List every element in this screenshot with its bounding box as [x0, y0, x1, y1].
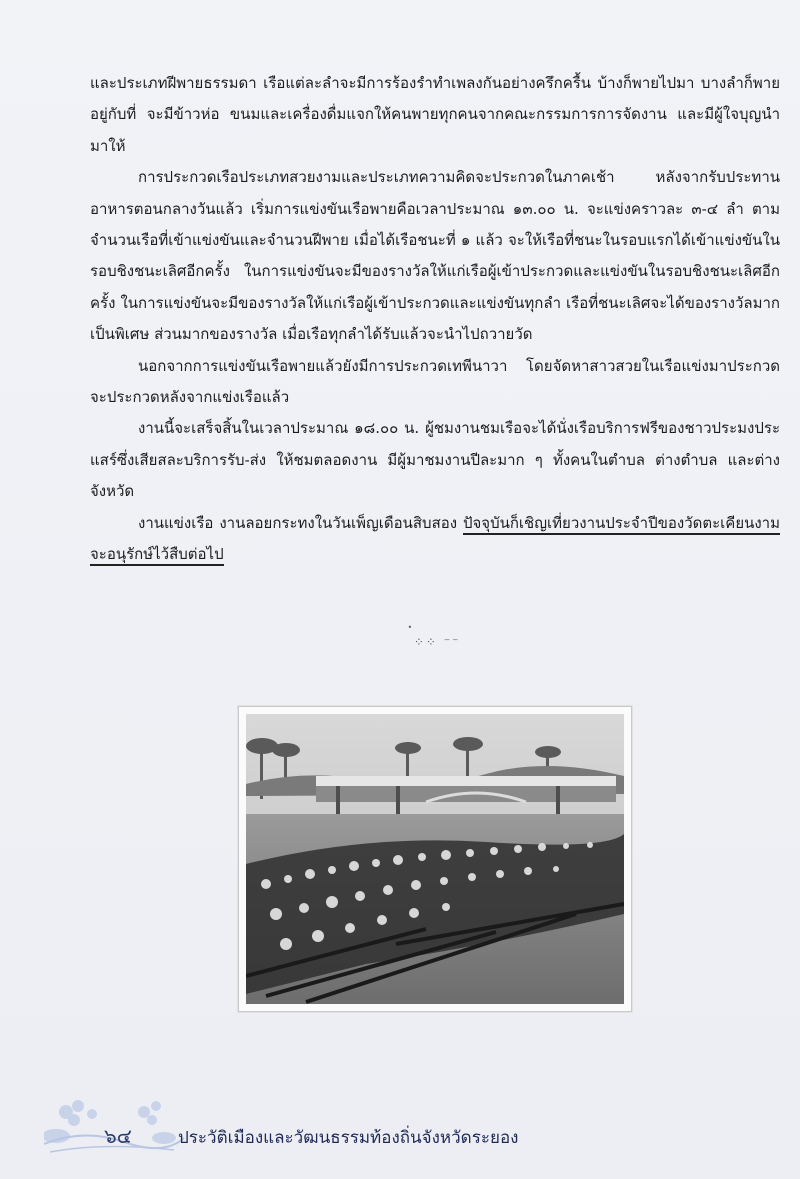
festival-lead-text: งานแข่งเรือ งานลอยกระทงในวันเพ็ญเดือนสิบสอง [138, 513, 463, 532]
paragraph-contest: การประกวดเรือประเภทสวยงามและประเภทความคิดจะประกวดในภาคเช้า หลังจากรับประทานอาหารตอนกลางวันแล้ว เริ่มการแข่งขันเรือพายคือเวลาประมาณ ๑๓.๐๐ น. จะแข่งคราวละ ๓-๔ ลำ ตามจำนวนเรือที่เข้าแข่งขันและจำนวนฝีพาย เมื่อได้เรือชนะที่ ๑ แล้ว จะให้เรือที่ชนะในรอบแรกได้เข้าแข่งขันในรอบชิงชนะเลิศอีกครั้ง ในการแข่งขันจะมีของรางวัลให้แก่เรือผู้เข้าประกวดและแข่งขันในรอบชิงชนะเลิศอีกครั้ง ในการแข่งขันจะมีของรางวัลให้แก่เรือผู้เข้าประกวดและแข่งขันทุกลำ เรือที่ชนะเลิศจะได้ของรางวัลมากเป็นพิเศษ ส่วนมากของรางวัล เมื่อเรือทุกลำได้รับแล้วจะนำไปถวายวัด [90, 168, 780, 344]
paragraph-closing-time: งานนี้จะเสร็จสิ้นในเวลาประมาณ ๑๘.๐๐ น. ผู้ชมงานชมเรือจะได้นั่งเรือบริการฟรีของชาวประมงประแสร์ซึ่งเสียสละบริการรับ-ส่ง ให้ชมตลอดงาน มีผู้มาชมงานปีละมาก ๆ ทั้งคนในตำบล ต่างตำบล และต่างจังหวัด [90, 419, 780, 501]
paragraph-festival [90, 508, 780, 571]
paragraph-beauty-contest: นอกจากการแข่งขันเรือพายแล้วยังมีการประกวดเทพีนาวา โดยจัดหาสาวสวยในเรือแข่งมาประกวดจะประกวดหลังจากแข่งเรือแล้ว [90, 356, 780, 407]
page-number: ๖๔ [104, 1124, 132, 1148]
body-text [90, 68, 780, 571]
book-title: ประวัติเมืองและวัฒนธรรมท้องถิ่นจังหวัดระยอง [178, 1128, 519, 1148]
print-marks: ꞏ ⁘⁘ ⁻⁻ [408, 620, 461, 649]
paragraph-continuation: และประเภทฝีพายธรรมดา เรือแต่ละลำจะมีการร้องรำทำเพลงกันอย่างครึกครื้น บ้างก็พายไปมา บางลำก็พายอยู่กับที่ จะมีข้าวห่อ ขนมและเครื่องดื่มแจกให้คนพายทุกคนจากคณะกรรมการการจัดงาน และมีผู้ใจบุญนำมาให้ [90, 74, 780, 155]
festival-underlined-text: ปัจจุบันก็เชิญเที่ยวงานประจำปีของวัดตะเคียนงามจะอนุรักษ์ไว้สืบต่อไป [90, 514, 780, 566]
page-footer [44, 1098, 784, 1158]
boat-race-photo-icon [246, 714, 624, 1004]
boat-race-photo [238, 706, 632, 1012]
